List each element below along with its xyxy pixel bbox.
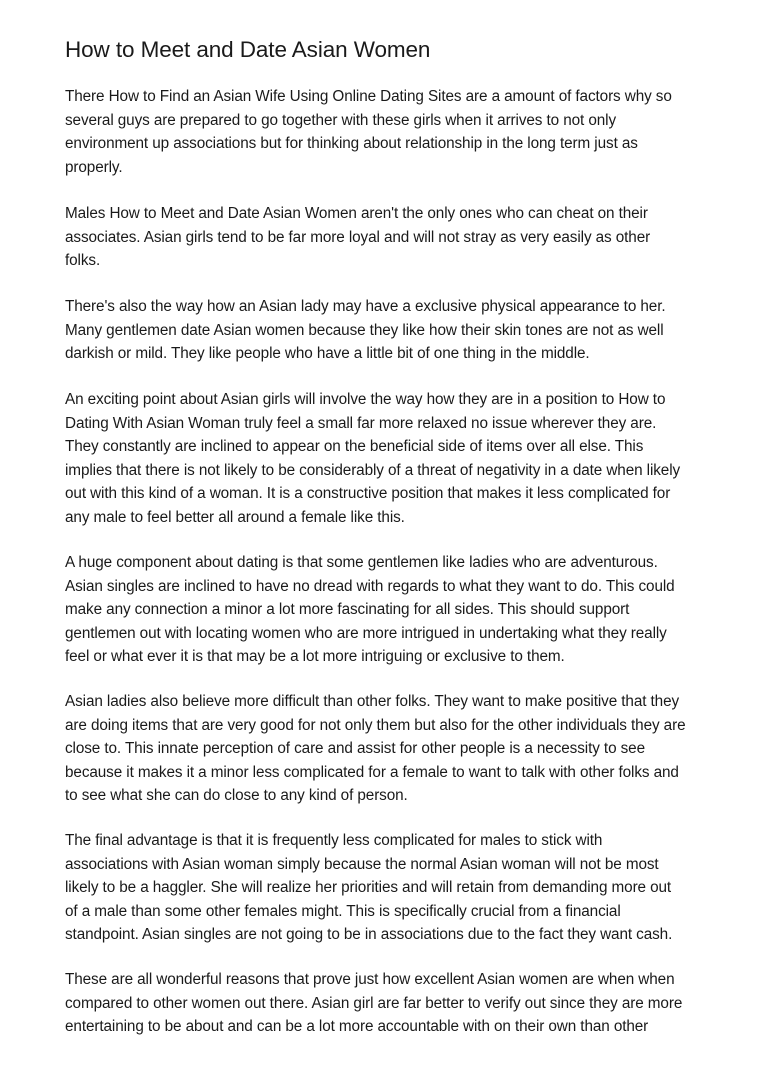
page-title: How to Meet and Date Asian Women	[65, 37, 431, 62]
paragraph-1	[65, 85, 672, 179]
text-line: These are all wonderful reasons that prove just how excellent Asian women are when when	[65, 971, 675, 988]
text-line: Dating With Asian Woman truly feel a small far more relaxed no issue wherever they are.	[65, 414, 657, 432]
text-line: The final advantage is that it is frequently less complicated for males to stick with	[65, 832, 603, 849]
paragraph-6	[65, 690, 685, 808]
text-line: They constantly are inclined to appear on the beneficial side of items over all else. This	[65, 438, 644, 455]
text-line: There How to Find an Asian Wife Using Online Dating Sites are a amount of factors why so	[65, 88, 672, 105]
text-line: folks.	[65, 252, 101, 269]
text-line: likely to be a haggler. She will realize her priorities and will retain from demanding more out	[65, 879, 672, 896]
text-line: properly.	[65, 158, 123, 176]
text-line: entertaining to be about and can be a lot more accountable with on their own than other	[65, 1018, 649, 1035]
text-line: associates. Asian girls tend to be far more loyal and will not stray as very easily as other	[65, 228, 651, 246]
text-line: Asian singles are inclined to have no dread with regards to what they want to do. This could	[65, 577, 675, 595]
paragraph-2	[65, 202, 650, 273]
text-line: A huge component about dating is that some gentlemen like ladies who are adventurous.	[65, 554, 658, 571]
text-line: feel or what ever it is that may be a lot more intriguing or exclusive to them.	[65, 648, 565, 665]
text-line: any male to feel better all around a female like this.	[65, 508, 405, 526]
text-line: to see what she can do close to any kind of person.	[65, 787, 408, 804]
text-line: make any connection a minor a lot more fascinating for all sides. This should support	[65, 601, 630, 618]
text-line: associations with Asian woman simply because the normal Asian woman will not be most	[65, 855, 659, 873]
text-line: An exciting point about Asian girls will involve the way how they are in a position to How to	[65, 391, 666, 408]
text-line: close to. This innate perception of care and assist for other people is a necessity to see	[65, 740, 645, 757]
text-line: gentlemen out with locating women who are more intrigued in undertaking what they really	[65, 624, 667, 642]
text-line: environment up associations but for thinking about relationship in the long term just as	[65, 135, 638, 152]
text-line: are doing items that are very good for not only them but also for the other individuals they are	[65, 716, 686, 734]
paragraph-4	[65, 388, 680, 529]
text-line: compared to other women out there. Asian girl are far better to verify out since they are more	[65, 994, 683, 1012]
text-line: implies that there is not likely to be considerably of a threat of negativity in a date when likely	[65, 461, 681, 479]
text-line: because it makes it a minor less complicated for a female to want to talk with other folks and	[65, 763, 679, 781]
text-line: There's also the way how an Asian lady may have a exclusive physical appearance to her.	[65, 298, 666, 315]
text-line: of a male than some other females might. This is specifically crucial from a financial	[65, 902, 621, 920]
text-line: Many gentlemen date Asian women because they like how their skin tones are not as well	[65, 321, 664, 339]
text-line: Asian ladies also believe more difficult than other folks. They want to make positive that they	[65, 693, 680, 710]
text-line: several guys are prepared to go together with these girls when it arrives to not only	[65, 111, 616, 129]
paragraph-5	[65, 551, 675, 669]
text-line: out with this kind of a woman. It is a constructive position that makes it less complicated for	[65, 485, 671, 502]
paragraph-7	[65, 829, 672, 947]
text-line: darkish or mild. They like people who have a little bit of one thing in the middle.	[65, 345, 590, 362]
paragraph-8	[65, 968, 682, 1039]
paragraph-3	[65, 295, 666, 366]
text-line: standpoint. Asian singles are not going to be in associations due to the fact they want cash.	[65, 926, 673, 943]
text-line: Males How to Meet and Date Asian Women aren't the only ones who can cheat on their	[65, 205, 648, 222]
